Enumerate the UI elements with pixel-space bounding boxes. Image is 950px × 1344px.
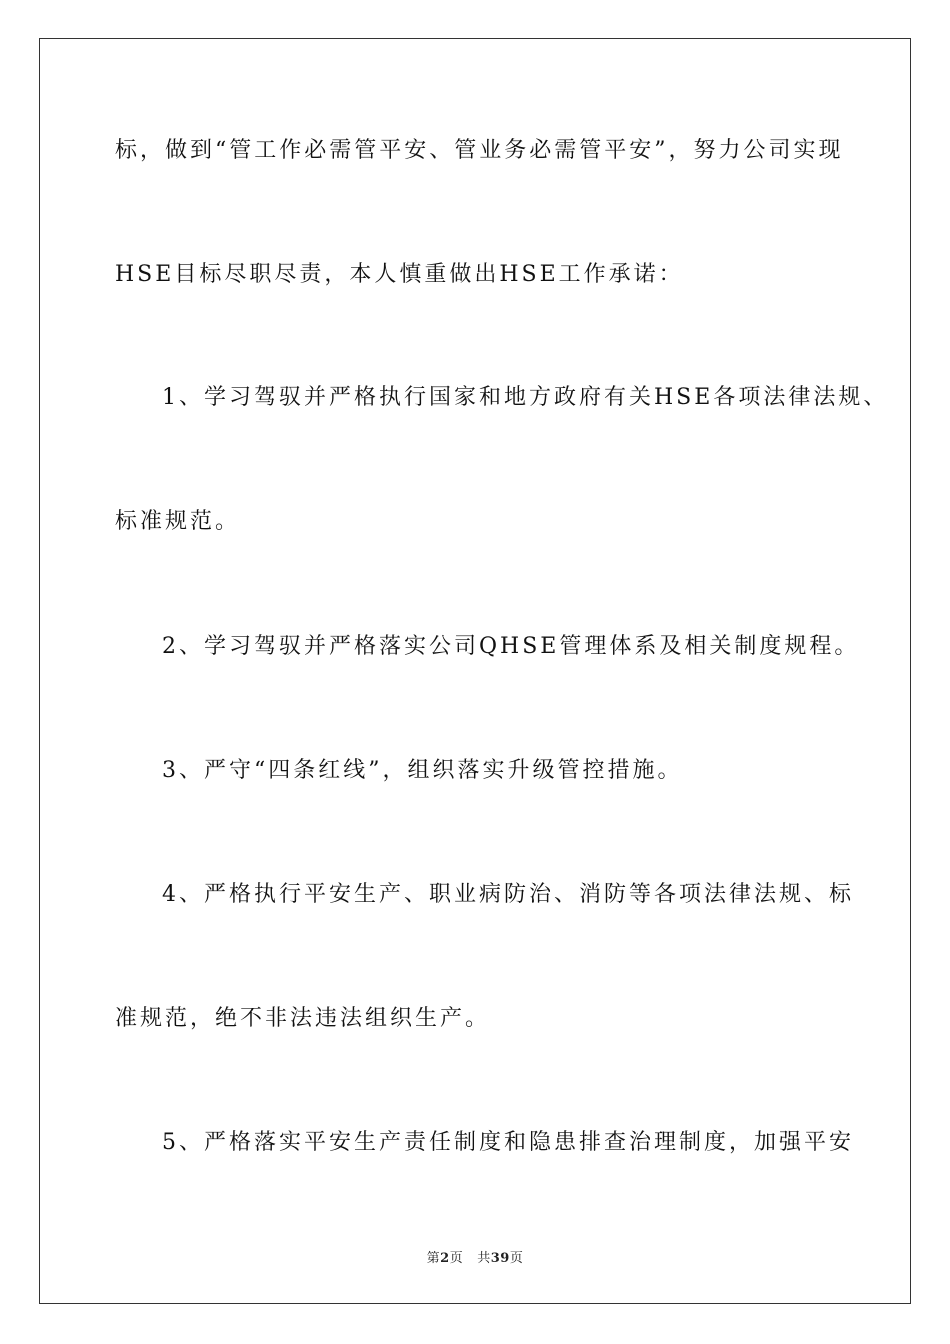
- body-line-2: HSE目标尽职尽责，本人慎重做出HSE工作承诺：: [115, 262, 684, 287]
- body-line-1: 标，做到“管工作必需管平安、管业务必需管平安”，努力公司实现: [115, 138, 844, 163]
- page-footer: [0, 1247, 950, 1266]
- footer-page-suffix: 页: [449, 1251, 464, 1266]
- list-item-4-line-1: 4、严格执行平安生产、职业病防治、消防等各项法律法规、标: [162, 882, 854, 907]
- page-border: [39, 38, 911, 1304]
- list-item-3: 3、严守“四条红线”，组织落实升级管控措施。: [162, 758, 683, 783]
- list-item-1-line-2: 标准规范。: [115, 509, 241, 534]
- footer-total-suffix: 页: [509, 1251, 524, 1266]
- list-item-5-line-1: 5、严格落实平安生产责任制度和隐患排查治理制度，加强平安: [162, 1130, 854, 1155]
- footer-page-prefix: 第: [426, 1251, 441, 1266]
- list-item-2: 2、学习驾驭并严格落实公司QHSE管理体系及相关制度规程。: [162, 634, 860, 659]
- footer-page-number: 2: [440, 1251, 450, 1266]
- footer-total-pages: 39: [490, 1251, 510, 1266]
- footer-total-prefix: 共: [477, 1251, 491, 1266]
- list-item-1-line-1: 1、学习驾驭并严格执行国家和地方政府有关HSE各项法律法规、: [162, 385, 889, 410]
- list-item-4-line-2: 准规范，绝不非法违法组织生产。: [115, 1006, 491, 1031]
